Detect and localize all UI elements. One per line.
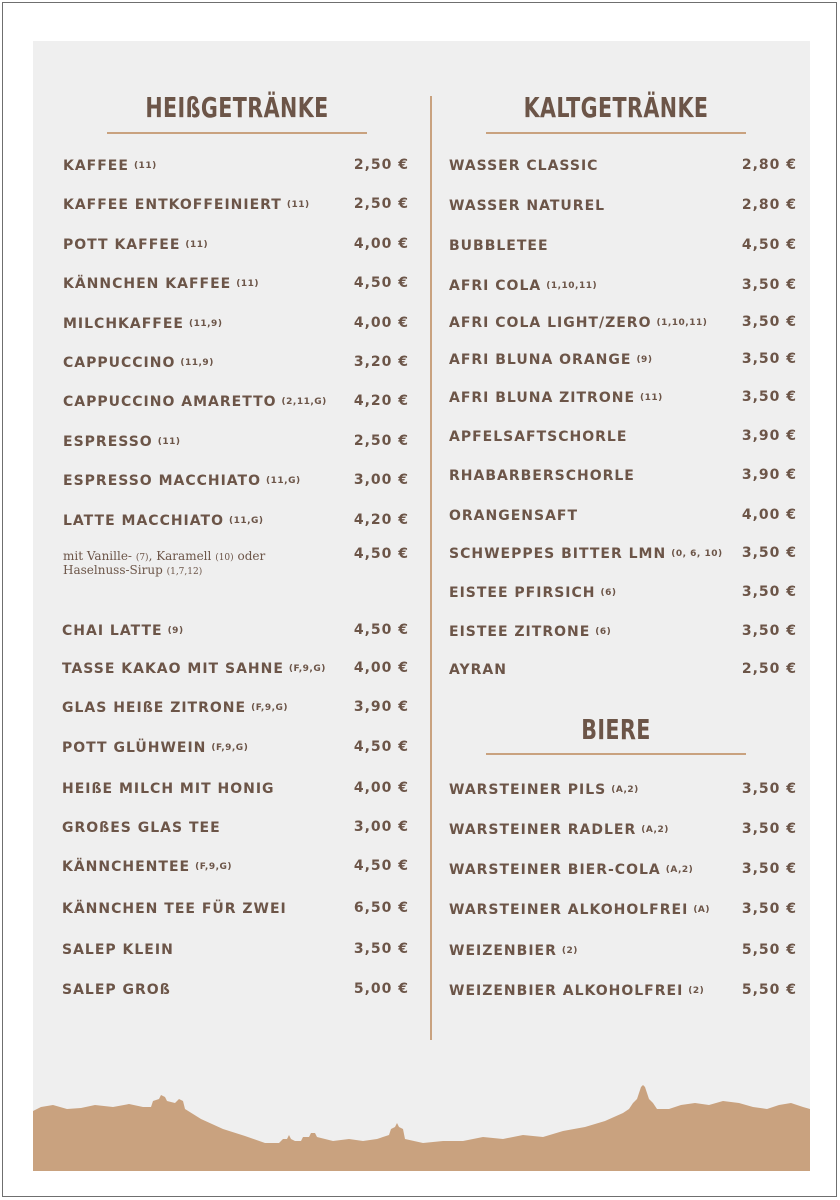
cold-drink-item [449,349,652,371]
beer-item [449,859,693,881]
cold-drink-item [449,465,635,487]
sirup-mid1: , Karamell [148,549,212,563]
hot-drink-item-allergen-note: (11) [157,436,181,447]
hot-drink-2-item-price: 4,00 € [353,780,409,796]
beer-item-allergen-note: (2) [561,946,578,956]
hot-drink-item-name: MILCHKAFFEE [63,315,184,332]
sirup-note-haselnuss: (1,7,12) [166,567,203,577]
hot-drink-item-allergen-note: (11,9) [180,358,214,368]
beer-item-price: 3,50 € [741,781,797,797]
cold-drink-item [449,582,617,604]
beer-item-allergen-note: (A,2) [665,865,694,875]
cold-drink-item-name: AFRI BLUNA ORANGE [449,352,632,368]
sirup-note-vanille: (7) [135,553,149,563]
cold-drink-item-name: AFRI BLUNA ZITRONE [449,390,636,406]
hot-drink-item-name: KAFFEE ENTKOFFEINIERT [63,197,282,214]
cold-drink-item-name: BUBBLETEE [449,238,549,254]
menu-card [33,41,810,1171]
hot-drink-item [63,352,214,374]
hot-drink-item-price: 4,00 € [353,235,409,252]
hot-drink-item [63,391,327,413]
hot-drink-item-price: 4,20 € [353,393,409,410]
hot-drink-item-allergen-note: (11) [236,279,259,290]
hot-drink-item-allergen-note: (11,G) [228,515,264,526]
beer-item-name: WARSTEINER BIER-COLA [449,862,661,878]
hot-drink-item [63,194,310,216]
beer-item [449,899,710,921]
beer-item-allergen-note: (A) [693,905,711,915]
cold-drink-item-price: 2,50 € [741,661,797,677]
hot-drink-item-price: 4,50 € [353,275,409,292]
hot-drink-2-item-name: KÄNNCHENTEE [62,859,191,875]
hot-drink-2-item-price: 4,50 € [353,858,409,874]
cold-drink-item-name: RHABARBERSCHORLE [449,468,635,484]
hot-drink-2-item-allergen-note: (F,9,G) [288,664,326,674]
beer-item-price: 3,50 € [741,861,797,877]
beer-item-name: WARSTEINER ALKOHOLFREI [449,902,689,918]
hot-drink-item-name: POTT KAFFEE [63,236,181,253]
cold-drink-item-price: 3,50 € [741,545,797,561]
hot-drink-2-item-allergen-note: (F,9,G) [251,703,288,713]
cold-drink-item-allergen-note: (6) [595,627,612,637]
beer-item-allergen-note: (2) [688,986,705,996]
beer-item-price: 3,50 € [741,821,797,837]
cold-drink-item-name: WASSER CLASSIC [449,158,599,174]
hot-drink-2-item-price: 3,90 € [353,699,409,715]
cold-drink-item-price: 3,50 € [741,389,797,405]
hot-drink-2-item-price: 4,50 € [353,739,409,755]
beer-item [449,980,704,1002]
cold-drink-item [449,195,605,217]
hot-drink-item [63,313,222,335]
hot-drink-item-allergen-note: (11,9) [189,318,223,329]
cold-drink-item-allergen-note: (11) [640,393,663,403]
hot-drink-item [63,510,264,532]
hot-drink-2-item-allergen-note: (F,9,G) [211,743,249,753]
beer-item-price: 3,50 € [741,901,797,917]
hot-drink-2-item-name: HEIßE MILCH MIT HONIG [62,781,275,797]
sirup-mid2: oder [233,549,266,563]
hot-drink-2-item-price: 3,50 € [353,941,409,957]
menu-frame [2,2,837,1197]
hot-drink-item-price: 2,50 € [353,432,409,449]
cold-drink-item-price: 2,80 € [741,157,797,173]
cold-drink-item-price: 3,50 € [741,623,797,639]
hot-drink-item [63,234,208,256]
hot-drink-item-name: CAPPUCCINO AMARETTO [63,394,277,411]
beer-item-name: WEIZENBIER ALKOHOLFREI [449,983,684,999]
hot-drink-item-allergen-note: (11) [185,239,209,250]
sirup-price: 4,50 € [353,546,409,562]
cold-drink-item-allergen-note: (1,10,11) [656,318,708,328]
cold-drink-item [449,387,663,409]
beer-item-name: WARSTEINER RADLER [449,822,637,838]
cold-drink-item-price: 4,50 € [741,237,797,253]
hot-drink-2-item-price: 4,00 € [353,660,409,676]
sirup-description [63,550,343,578]
cold-drink-item-name: AFRI COLA LIGHT/ZERO [449,315,652,331]
sirup-line1: mit Vanille- [63,549,132,563]
cold-drink-item-name: SCHWEPPES BITTER LMN [449,546,667,562]
cold-drink-item-name: APFELSAFTSCHORLE [449,429,628,445]
hot-drink-item [63,431,180,453]
city-skyline-illustration [33,1081,810,1171]
hot-drink-2-item [62,778,275,800]
hot-drink-item-name: KAFFEE [63,158,129,174]
cold-drink-item-price: 3,50 € [741,351,797,367]
hot-drink-item [63,470,301,492]
cold-drink-item-price: 3,50 € [741,314,797,330]
beer-item-allergen-note: (A,2) [641,825,669,835]
hot-drink-item-price: 3,20 € [353,354,409,370]
hot-drinks-heading: HEIßGETRÄNKE [145,91,329,124]
cold-drink-item-name: ORANGENSAFT [449,508,579,524]
cold-drink-item-price: 2,80 € [741,197,797,213]
sirup-line2: Haselnuss-Sirup [63,563,163,577]
hot-drink-2-item-price: 4,50 € [353,622,409,638]
cold-drink-item [449,235,549,257]
sirup-note-karamell: (10) [215,553,234,563]
cold-drink-item-price: 4,00 € [741,507,797,523]
hot-drink-2-item [62,856,232,878]
hot-drink-2-item-name: CHAI LATTE [62,623,163,639]
hot-drink-item-price: 4,00 € [353,314,409,331]
hot-drink-2-item [62,817,221,839]
hot-drink-2-item-price: 3,00 € [353,819,409,835]
beer-item [449,779,639,801]
hot-drink-item-allergen-note: (2,11,G) [281,397,327,408]
cold-drink-item [449,505,578,527]
cold-drink-item [449,312,707,334]
hot-drinks-heading-underline [107,132,367,134]
hot-drink-item [63,155,157,177]
hot-drink-2-item-price: 6,50 € [353,900,409,916]
cold-drink-item-price: 3,90 € [741,428,797,444]
cold-drink-item-price: 3,50 € [741,277,797,293]
cold-drink-item-name: AYRAN [449,662,507,678]
cold-drinks-heading-underline [486,132,746,134]
hot-drink-item-price: 4,20 € [353,511,409,528]
beer-heading: BIERE [581,713,651,746]
cold-drink-item-allergen-note: (0, 6, 10) [671,549,723,559]
hot-drink-2-item-name: SALEP KLEIN [62,942,174,958]
hot-drink-item-price: 2,50 € [353,196,409,213]
hot-drink-2-item-name: KÄNNCHEN TEE FÜR ZWEI [62,901,287,917]
hot-drink-item-name: ESPRESSO [63,433,153,450]
hot-drink-item [63,273,259,295]
hot-drink-item-name: ESPRESSO MACCHIATO [63,473,262,490]
hot-drink-item-price: 2,50 € [353,157,409,173]
cold-drink-item [449,659,507,681]
cold-drink-item-price: 3,90 € [741,467,797,483]
beer-item-price: 5,50 € [741,982,797,998]
cold-drink-item-name: EISTEE PFIRSICH [449,585,596,601]
cold-drink-item [449,426,627,448]
hot-drink-2-item [62,697,288,719]
cold-drink-item-allergen-note: (1,10,11) [546,281,598,291]
cold-drink-item-name: AFRI COLA [449,278,542,294]
beer-item-allergen-note: (A,2) [611,785,639,795]
hot-drink-item-allergen-note: (11,G) [266,476,301,487]
hot-drink-item-allergen-note: (11) [133,161,157,171]
hot-drink-2-item-allergen-note: (9) [167,626,184,636]
cold-drink-item [449,543,723,565]
beer-item [449,819,669,841]
beer-item-name: WARSTEINER PILS [449,782,607,798]
cold-drink-item-allergen-note: (6) [600,588,617,598]
hot-drink-2-item-price: 5,00 € [353,981,409,997]
beer-item-name: WEIZENBIER [449,943,557,959]
hot-drink-item-name: LATTE MACCHIATO [63,512,224,529]
hot-drink-item-name: CAPPUCCINO [63,355,176,371]
hot-drink-2-item-name: GROßES GLAS TEE [62,820,221,836]
cold-drink-item-allergen-note: (9) [636,355,653,365]
column-divider [430,96,432,1040]
hot-drink-item-allergen-note: (11) [286,200,310,211]
cold-drinks-heading: KALTGETRÄNKE [523,91,709,124]
cold-drink-item-price: 3,50 € [741,584,797,600]
hot-drink-2-item [62,939,174,961]
hot-drink-item-name: KÄNNCHEN KAFFEE [63,276,232,293]
cold-drink-item [449,155,598,177]
cold-drink-item-name: WASSER NATUREL [449,198,606,214]
beer-heading-underline [486,753,746,755]
cold-drink-item-name: EISTEE ZITRONE [449,624,591,640]
hot-drink-2-item-name: GLAS HEIßE ZITRONE [62,700,247,716]
cold-drink-item [449,621,611,643]
beer-item [449,940,578,962]
hot-drink-2-item-name: TASSE KAKAO MIT SAHNE [62,661,284,677]
hot-drink-item-price: 3,00 € [353,472,409,489]
hot-drink-2-item-name: SALEP GROß [62,982,171,998]
hot-drink-2-item [62,898,287,920]
hot-drink-2-item-allergen-note: (F,9,G) [195,862,232,872]
hot-drink-2-item [62,979,171,1001]
hot-drink-2-item [62,620,184,642]
hot-drink-2-item [62,658,326,680]
cold-drink-item [449,275,597,297]
beer-item-price: 5,50 € [741,942,797,958]
hot-drink-2-item-name: POTT GLÜHWEIN [62,740,207,756]
hot-drink-2-item [62,737,248,759]
